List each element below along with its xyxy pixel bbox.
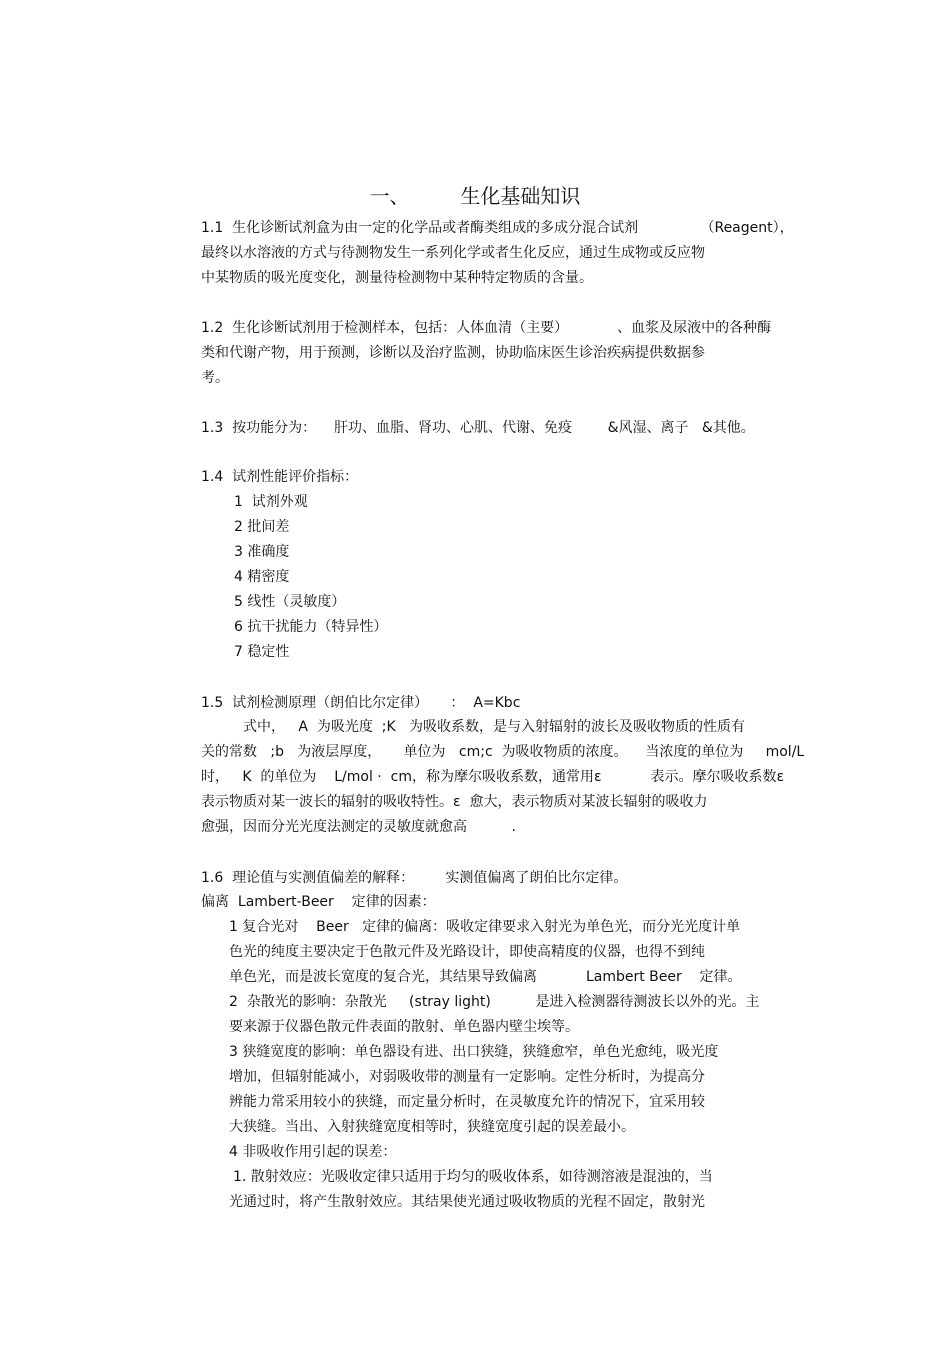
paragraph-line: 表示物质对某一波长的辐射的吸收特性。ε 愈大，表示物质对某波长辐射的吸收力 bbox=[201, 794, 708, 810]
paragraph-line: 单色光，而是波长宽度的复合光，其结果导致偏离 Lambert Beer 定律。 bbox=[229, 969, 742, 985]
paragraph-line: 1 复合光对 Beer 定律的偏离：吸收定律要求入射光为单色光，而分光光度计单 bbox=[229, 919, 741, 935]
list-item: 1 试剂外观 bbox=[234, 494, 308, 510]
section-heading: 1.5 试剂检测原理（朗伯比尔定律） ： A=Kbc bbox=[201, 695, 521, 711]
paragraph-line: 时， K 的单位为 L/mol · cm，称为摩尔吸收系数，通常用ε 表示。摩尔吸收系数ε bbox=[201, 769, 785, 785]
paragraph-line: 3 狭缝宽度的影响：单色器设有进、出口狭缝，狭缝愈窄，单色光愈纯，吸光度 bbox=[229, 1044, 719, 1060]
paragraph-line: 1.3 按功能分为： 肝功、血脂、肾功、心肌、代谢、免疫 &风湿、离子 &其他。 bbox=[201, 420, 755, 436]
list-item: 2 批间差 bbox=[234, 519, 290, 535]
paragraph-line: 愈强，因而分光光度法测定的灵敏度就愈高 . bbox=[201, 819, 516, 835]
paragraph-line: 4 非吸收作用引起的误差： bbox=[229, 1144, 397, 1160]
list-item: 7 稳定性 bbox=[234, 644, 290, 660]
page-title: 一、 生化基础知识 bbox=[369, 184, 581, 208]
paragraph-line: 大狭缝。当出、入射狭缝宽度相等时，狭缝宽度引起的误差最小。 bbox=[229, 1119, 635, 1135]
list-item: 4 精密度 bbox=[234, 569, 290, 585]
paragraph-line: 类和代谢产物，用于预测，诊断以及治疗监测，协助临床医生诊治疾病提供数据参 bbox=[201, 345, 705, 361]
paragraph-line: 辨能力常采用较小的狭缝，而定量分析时，在灵敏度允许的情况下，宜采用较 bbox=[229, 1094, 705, 1110]
paragraph-line: 1. 散射效应：光吸收定律只适用于均匀的吸收体系，如待测溶液是混浊的，当 bbox=[233, 1169, 713, 1185]
paragraph-line: 最终以水溶液的方式与待测物发生一系列化学或者生化反应，通过生成物或反应物 bbox=[201, 245, 705, 261]
paragraph-line: 考。 bbox=[201, 370, 229, 386]
paragraph-line: 2 杂散光的影响：杂散光 (stray light) 是进入检测器待测波长以外的光。主 bbox=[229, 994, 760, 1010]
paragraph-line: 1.1 生化诊断试剂盒为由一定的化学品或者酶类组成的多成分混合试剂 （Reagent）， bbox=[201, 220, 794, 236]
paragraph-line: 1.2 生化诊断试剂用于检测样本，包括：人体血清（主要） 、血浆及尿液中的各种酶 bbox=[201, 320, 772, 336]
paragraph-line: 色光的纯度主要决定于色散元件及光路设计，即使高精度的仪器，也得不到纯 bbox=[229, 944, 705, 960]
paragraph-line: 关的常数 ;b 为液层厚度， 单位为 cm;c 为吸收物质的浓度。 当浓度的单位为 mol/L bbox=[201, 744, 805, 760]
list-item: 5 线性（灵敏度） bbox=[234, 594, 346, 610]
paragraph-line: 光通过时，将产生散射效应。其结果使光通过吸收物质的光程不固定，散射光 bbox=[229, 1194, 705, 1210]
section-heading: 1.4 试剂性能评价指标： bbox=[201, 469, 359, 485]
list-item: 6 抗干扰能力（特异性） bbox=[234, 619, 388, 635]
section-heading: 1.6 理论值与实测值偏差的解释： 实测值偏离了朗伯比尔定律。 bbox=[201, 870, 628, 886]
paragraph-line: 增加，但辐射能减小，对弱吸收带的测量有一定影响。定性分析时，为提高分 bbox=[229, 1069, 705, 1085]
paragraph-line: 偏离 Lambert-Beer 定律的因素： bbox=[201, 894, 436, 910]
paragraph-line: 中某物质的吸光度变化，测量待检测物中某种特定物质的含量。 bbox=[201, 270, 593, 286]
paragraph-line: 式中， A 为吸光度 ;K 为吸收系数，是与入射辐射的波长及吸收物质的性质有 bbox=[243, 719, 745, 735]
list-item: 3 准确度 bbox=[234, 544, 290, 560]
paragraph-line: 要来源于仪器色散元件表面的散射、单色器内壁尘埃等。 bbox=[229, 1019, 579, 1035]
